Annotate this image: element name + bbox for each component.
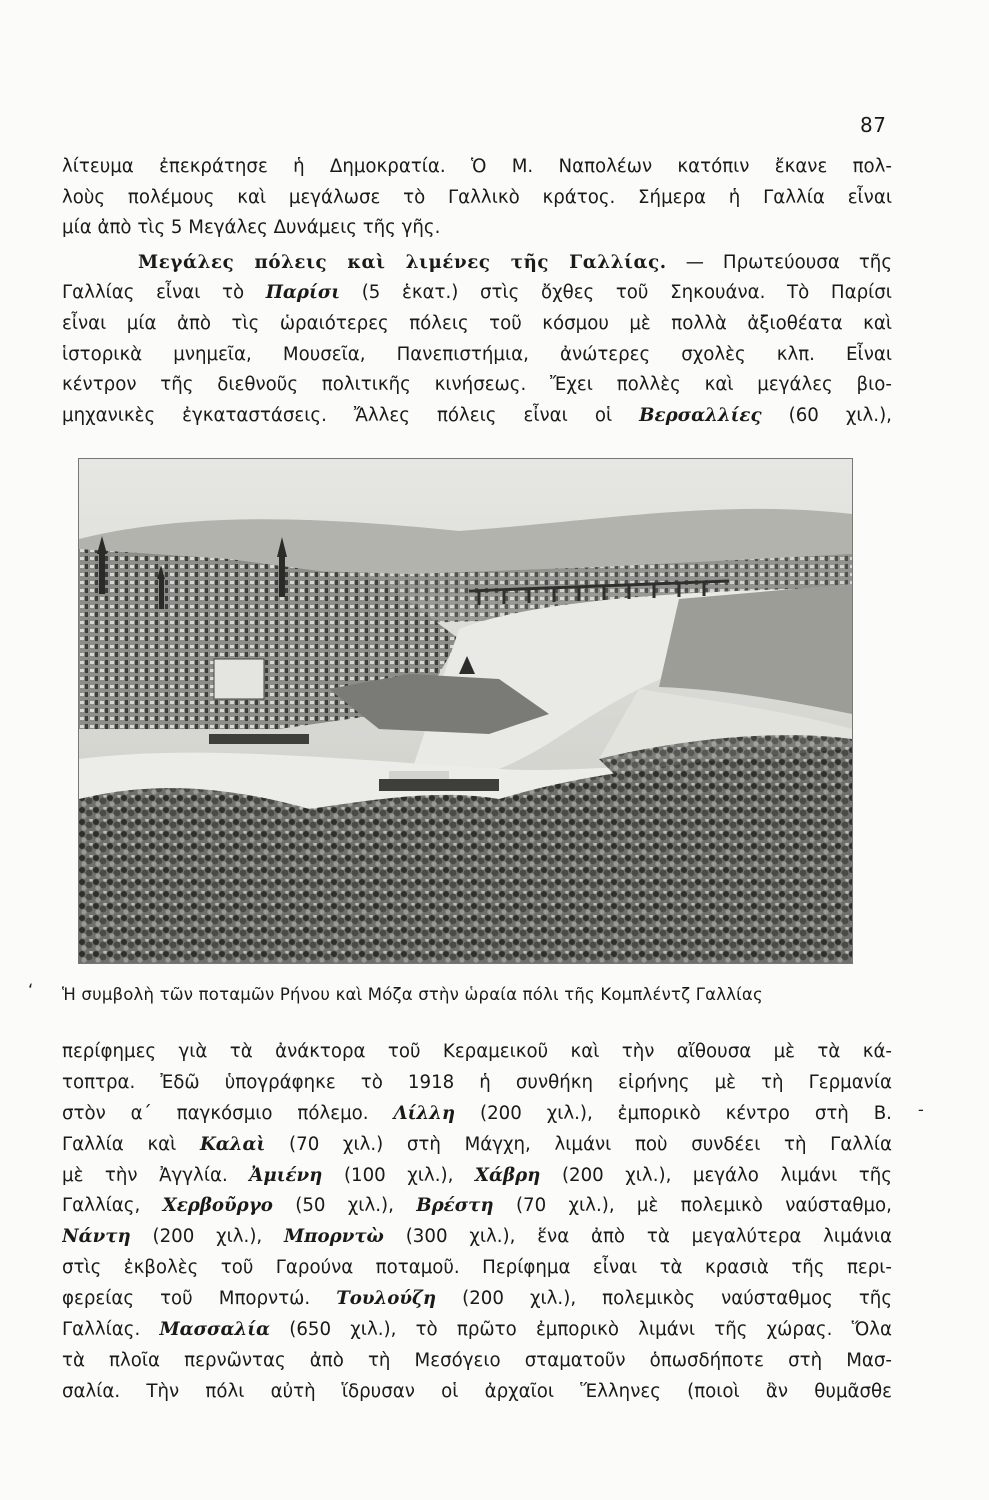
caption-mark: ‘ (28, 981, 34, 1000)
city-name: Παρίσι (265, 282, 341, 304)
city-name: Μπορντὼ (284, 1226, 384, 1248)
text-fragment: (60 χιλ.), (788, 404, 892, 426)
city-name: Χερβοῦργο (162, 1195, 273, 1217)
photo-caption (28, 981, 892, 1004)
text-fragment: Γαλλίας. (62, 1319, 141, 1341)
text-fragment: Γαλλία καὶ (62, 1133, 177, 1155)
text-line (62, 1315, 892, 1346)
text-line (62, 1130, 892, 1161)
text-fragment: Γαλλίας εἶναι τὸ (62, 282, 245, 304)
city-name: Νάντη (62, 1226, 131, 1248)
text-fragment: (200 χιλ.), ἐμπορικὸ κέντρο στὴ Β. (480, 1102, 892, 1124)
text-line: σαλία. Τὴν πόλι αὐτὴ ἵδρυσαν οἱ ἀρχαῖοι Ἕλληνες (ποιοὶ ἂν θυμᾶσθε (62, 1380, 892, 1402)
text-line: τοπτρα. Ἐδῶ ὑπογράφηκε τὸ 1918 ἡ συνθήκη εἰρήνης μὲ τὴ Γερμανία (62, 1071, 892, 1093)
text-fragment: (70 χιλ.) στὴ Μάγχη, λιμάνι ποὺ συνδέει τὴ Γαλλία (289, 1133, 892, 1155)
text-line: ἱστορικὰ μνημεῖα, Μουσεῖα, Πανεπιστήμια, ἀνώτερες σχολὲς κλπ. Εἶναι (62, 343, 892, 365)
text-line (62, 401, 892, 432)
city-name: Βρέστη (416, 1195, 494, 1217)
city-name: Καλαὶ (200, 1133, 266, 1155)
city-name: Λίλλη (393, 1102, 456, 1124)
text-line: μία ἀπὸ τὶς 5 Μεγάλες Δυνάμεις τῆς γῆς. (62, 217, 441, 239)
text-line (62, 1161, 892, 1192)
text-fragment: (300 χιλ.), ἕνα ἀπὸ τὰ μεγαλύτερα λιμάνια (405, 1226, 892, 1248)
text-fragment: μηχανικὲς ἐγκαταστάσεις. Ἄλλες πόλεις εἶναι οἱ (62, 404, 613, 426)
text-line (62, 1222, 892, 1253)
city-name: Βερσαλλίες (639, 404, 762, 426)
text-fragment: (200 χιλ.), μεγάλο λιμάνι τῆς (561, 1164, 892, 1186)
section-heading-line (62, 248, 892, 279)
city-name: Τουλούζη (336, 1288, 437, 1310)
text-fragment: φερείας τοῦ Μπορντώ. (62, 1288, 311, 1310)
text-line: στὶς ἐκβολὲς τοῦ Γαρούνα ποταμοῦ. Περίφημα εἶναι τὰ κρασιὰ τῆς περι- (62, 1257, 892, 1279)
text-fragment: (70 χιλ.), μὲ πολεμικὸ ναύσταθμο, (515, 1195, 892, 1217)
text-fragment: μὲ τὴν Ἀγγλία. (62, 1164, 228, 1186)
text-line: κέντρον τῆς διεθνοῦς πολιτικῆς κινήσεως. Ἔχει πολλὲς καὶ μεγάλες βιο- (62, 374, 892, 396)
text-line (62, 1099, 892, 1130)
text-fragment: στὸν α΄ παγκόσμιο πόλεμο. (62, 1102, 369, 1124)
text-fragment: (50 χιλ.), (295, 1195, 394, 1217)
text-line (62, 278, 892, 309)
text-fragment: (200 χιλ.), πολεμικὸς ναύσταθμος τῆς (462, 1288, 892, 1310)
margin-mark: - (918, 1100, 924, 1119)
paragraph-cities (62, 1037, 892, 1408)
paragraph-intro (62, 152, 892, 431)
page-number: 87 (860, 113, 887, 137)
text-fragment: Γαλλίας, (62, 1195, 141, 1217)
text-line (62, 1284, 892, 1315)
text-line: λίτευμα ἐπεκράτησε ἡ Δημοκρατία. Ὁ Μ. Ναπολέων κατόπιν ἔκανε πολ- (62, 156, 892, 177)
text-line (62, 1191, 892, 1222)
text-fragment: (650 χιλ.), τὸ πρῶτο ἐμπορικὸ λιμάνι τῆς χώρας. Ὅλα (289, 1319, 892, 1341)
city-name: Χάβρη (474, 1164, 541, 1186)
city-name: Μασσαλία (159, 1319, 270, 1341)
text-fragment: (5 ἑκατ.) στὶς ὄχθες τοῦ Σηκουάνα. Τὸ Παρίσι (361, 282, 892, 304)
text-line: εἶναι μία ἀπὸ τὶς ὡραιότερες πόλεις τοῦ κόσμου μὲ πολλὰ ἀξιοθέατα καὶ (62, 312, 892, 334)
text-fragment: (100 χιλ.), (343, 1164, 454, 1186)
text-fragment: — Πρωτεύουσα τῆς (685, 251, 892, 273)
text-fragment: (200 χιλ.), (152, 1226, 263, 1248)
text-line: τὰ πλοῖα περνῶντας ἀπὸ τὴ Μεσόγειο σταματοῦν ὁπωσδήποτε στὴ Μασ- (62, 1349, 892, 1371)
photo-illustration (79, 459, 852, 963)
text-line: περίφημες γιὰ τὰ ἀνάκτορα τοῦ Κεραμεικοῦ καὶ τὴν αἴθουσα μὲ τὰ κά- (62, 1041, 892, 1062)
caption-text: Ἡ συμβολὴ τῶν ποταμῶν Ρήνου καὶ Μόζα στὴν ὡραία πόλι τῆς Κομπλέντζ Γαλλίας (62, 985, 763, 1004)
text-line: λοὺς πολέμους καὶ μεγάλωσε τὸ Γαλλικὸ κράτος. Σήμερα ἡ Γαλλία εἶναι (62, 186, 892, 208)
section-heading: Μεγάλες πόλεις καὶ λιμένες τῆς Γαλλίας. (138, 251, 667, 273)
city-name: Ἀμιένη (249, 1164, 323, 1186)
koblenz-photograph (78, 458, 853, 964)
